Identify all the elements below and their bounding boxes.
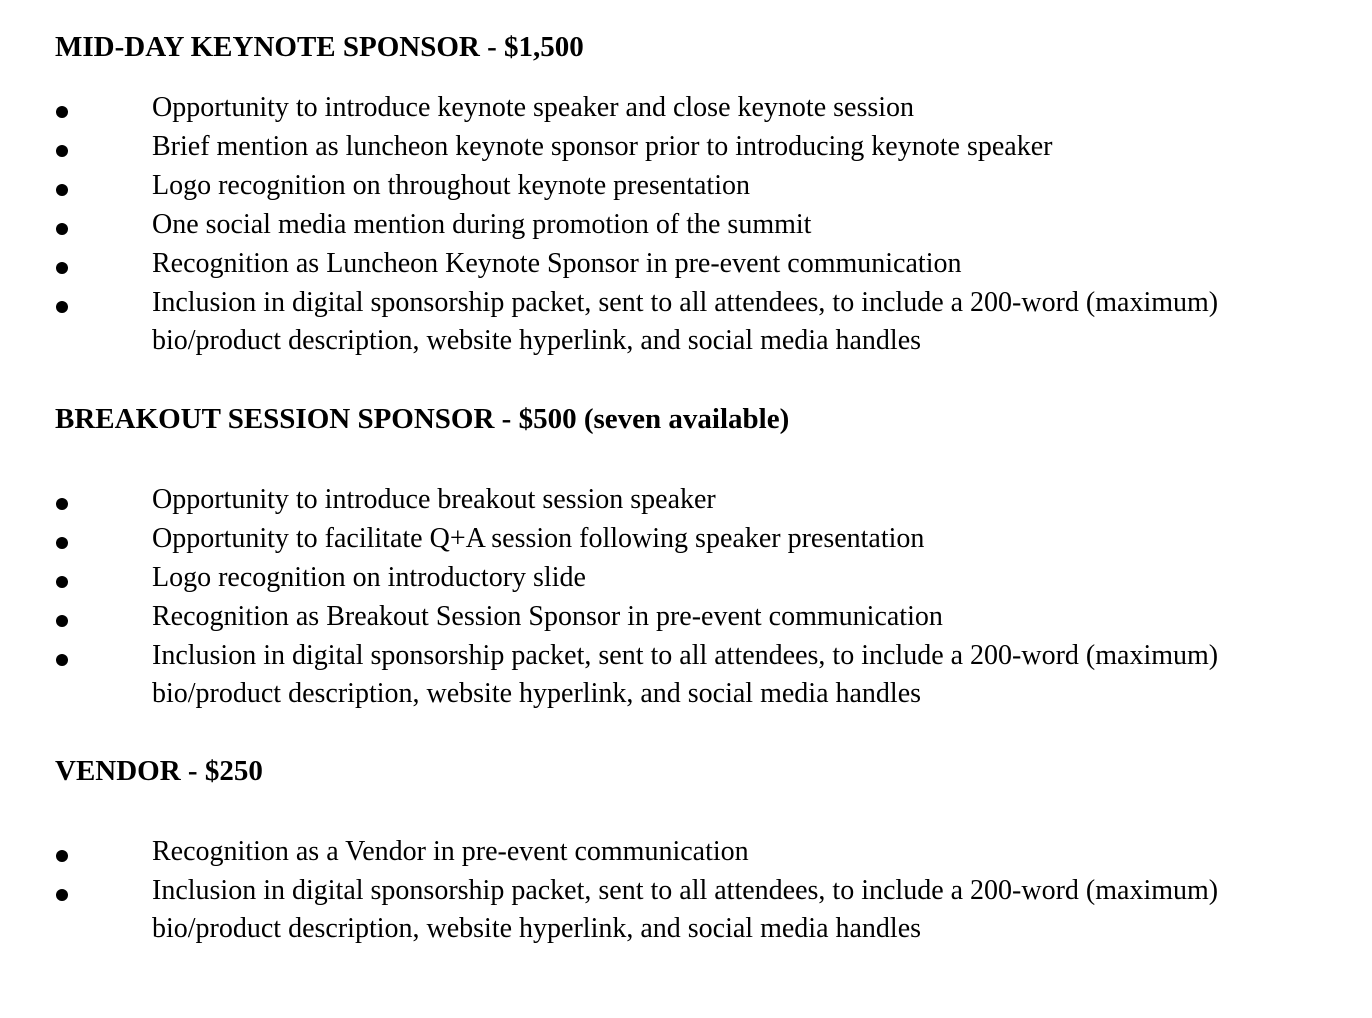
list-item-text: One social media mention during promotion of the summit bbox=[152, 209, 812, 240]
bullet-icon bbox=[56, 301, 68, 313]
list-item-text: Logo recognition on introductory slide bbox=[152, 562, 586, 593]
list-item bbox=[55, 637, 1355, 712]
keynote-sponsor-benefits-list bbox=[55, 89, 1355, 359]
bullet-icon bbox=[56, 889, 68, 901]
section-heading-vendor: VENDOR - $250 bbox=[55, 755, 263, 787]
list-item-text-continuation: bio/product description, website hyperlink, and social media handles bbox=[152, 912, 922, 944]
bullet-icon bbox=[56, 615, 68, 627]
bullet-icon bbox=[56, 184, 68, 196]
bullet-icon bbox=[56, 654, 68, 666]
breakout-sponsor-benefits-list bbox=[55, 481, 1355, 712]
list-item bbox=[55, 481, 1355, 519]
vendor-benefits-list bbox=[55, 833, 1355, 947]
list-item-text: Opportunity to introduce breakout session speaker bbox=[152, 484, 716, 515]
bullet-icon bbox=[56, 850, 68, 862]
list-item bbox=[55, 89, 1355, 127]
list-item-text: Recognition as Luncheon Keynote Sponsor in pre-event communication bbox=[152, 248, 962, 279]
bullet-icon bbox=[56, 145, 68, 157]
list-item-text-continuation: bio/product description, website hyperlink, and social media handles bbox=[152, 324, 922, 356]
list-item bbox=[55, 598, 1355, 636]
list-item bbox=[55, 167, 1355, 205]
list-item bbox=[55, 520, 1355, 558]
bullet-icon bbox=[56, 537, 68, 549]
section-heading-keynote-sponsor: MID-DAY KEYNOTE SPONSOR - $1,500 bbox=[55, 31, 584, 63]
bullet-icon bbox=[56, 576, 68, 588]
bullet-icon bbox=[56, 223, 68, 235]
list-item bbox=[55, 245, 1355, 283]
list-item bbox=[55, 284, 1355, 359]
list-item-text: Logo recognition on throughout keynote presentation bbox=[152, 170, 750, 201]
list-item-text: Inclusion in digital sponsorship packet, sent to all attendees, to include a 200-word (maximum) bbox=[152, 287, 1219, 318]
list-item bbox=[55, 559, 1355, 597]
list-item-text: Brief mention as luncheon keynote sponsor prior to introducing keynote speaker bbox=[152, 131, 1053, 162]
list-item-text: Recognition as Breakout Session Sponsor in pre-event communication bbox=[152, 601, 943, 632]
list-item-text-continuation: bio/product description, website hyperlink, and social media handles bbox=[152, 677, 922, 709]
bullet-icon bbox=[56, 498, 68, 510]
list-item bbox=[55, 872, 1355, 947]
list-item-text: Inclusion in digital sponsorship packet, sent to all attendees, to include a 200-word (maximum) bbox=[152, 640, 1219, 671]
list-item-text: Opportunity to facilitate Q+A session following speaker presentation bbox=[152, 523, 925, 554]
list-item bbox=[55, 206, 1355, 244]
list-item-text: Inclusion in digital sponsorship packet, sent to all attendees, to include a 200-word (maximum) bbox=[152, 875, 1219, 906]
list-item bbox=[55, 833, 1355, 871]
list-item bbox=[55, 128, 1355, 166]
section-heading-breakout-sponsor: BREAKOUT SESSION SPONSOR - $500 (seven available) bbox=[55, 403, 790, 435]
bullet-icon bbox=[56, 262, 68, 274]
bullet-icon bbox=[56, 106, 68, 118]
list-item-text: Recognition as a Vendor in pre-event communication bbox=[152, 836, 749, 867]
list-item-text: Opportunity to introduce keynote speaker and close keynote session bbox=[152, 92, 915, 123]
